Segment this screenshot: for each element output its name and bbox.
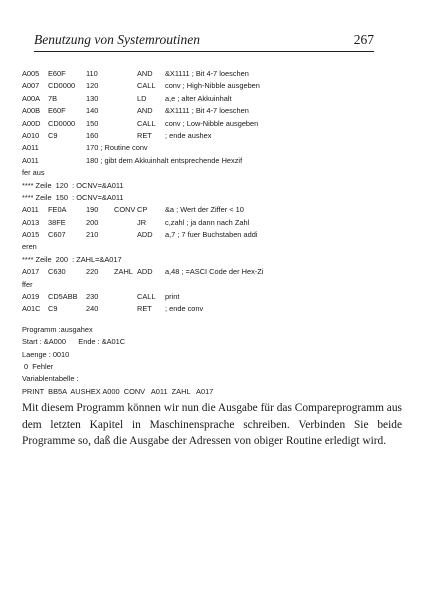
listing-line [22,229,402,241]
listing-line [22,204,402,216]
listing-hex: 38FE [48,217,66,227]
listing-hex: CD0000 [48,81,76,91]
listing-line-number: 130 [86,93,99,103]
listing-line-number: 230 [86,292,99,302]
listing-operand: ; ende conv [165,304,204,314]
listing-text: **** Zeile 150 : OCNV=&A011 [22,192,124,202]
listing-operand: a,e ; alter Akkuinhalt [165,93,232,103]
listing-line [22,241,402,253]
listing-line-number: 160 [86,130,99,140]
listing-label: CONV [114,205,136,215]
listing-hex: C9 [48,130,58,140]
listing-hex: C607 [48,230,66,240]
listing-line-number: 190 [86,205,99,215]
listing-line [22,93,402,105]
listing-line [22,167,402,179]
listing-line [22,68,402,80]
listing-text: **** Zeile 120 : OCNV=&A011 [22,180,124,190]
listing-address: A005 [22,69,40,78]
listing-operand: &a ; Wert der Ziffer < 10 [165,205,244,215]
listing-opcode: AND [137,106,153,116]
listing-address: A007 [22,81,40,91]
listing-hex: CD5ABB [48,292,78,302]
listing-address: A013 [22,217,40,227]
listing-line [22,130,402,142]
listing-hex: C9 [48,304,58,314]
summary-line [22,349,402,361]
listing-line-number: 170 ; Routine conv [86,143,148,153]
listing-line [22,142,402,154]
listing-hex: E60F [48,106,66,116]
listing-hex: E60F [48,69,66,78]
listing-opcode: AND [137,69,153,78]
listing-line [22,155,402,167]
listing-opcode: LD [137,93,147,103]
summary-text: Programm :ausgahex [22,324,93,334]
listing-address: A011 [22,205,39,215]
summary-line [22,373,402,385]
listing-operand: c,zahl ; ja dann nach Zahl [165,217,250,227]
listing-spacer [22,316,402,324]
listing-address: A00D [22,118,41,128]
listing-text: fer aus [22,168,45,178]
listing-line-number: 200 [86,217,99,227]
listing-operand: a,7 ; 7 fuer Buchstaben addi [165,230,258,240]
assembler-listing [22,68,402,398]
listing-address: A01C [22,304,41,314]
listing-line-number: 120 [86,81,99,91]
listing-address: A00A [22,93,41,103]
listing-operand: ; ende aushex [165,130,212,140]
listing-opcode: RET [137,130,152,140]
listing-address: A011 [22,143,39,153]
listing-opcode: CP [137,205,148,215]
summary-text: Variablentabelle : [22,374,79,384]
listing-opcode: CALL [137,118,156,128]
listing-line [22,80,402,92]
listing-hex: 7B [48,93,58,103]
listing-line-number: 180 ; gibt dem Akkuinhalt entsprechende Hexzif [86,155,243,165]
listing-address: A017 [22,267,40,277]
listing-line [22,192,402,204]
listing-line [22,217,402,229]
summary-text: Laenge : 0010 [22,349,70,359]
listing-label: ZAHL [114,267,133,277]
listing-opcode: JR [137,217,147,227]
listing-address: A019 [22,292,40,302]
listing-line-number: 150 [86,118,99,128]
listing-address: A00B [22,106,41,116]
listing-opcode: RET [137,304,152,314]
listing-operand: &X1111 ; Bit 4-7 loeschen [165,106,249,116]
chapter-title: Benutzung von Systemroutinen [34,32,200,47]
running-header [34,33,374,52]
listing-hex: FE0A [48,205,67,215]
listing-line [22,254,402,266]
listing-line-number: 220 [86,267,99,277]
listing-line [22,291,402,303]
listing-address: A010 [22,130,40,140]
summary-line [22,361,402,373]
listing-line-number: 140 [86,106,99,116]
page-number: 267 [353,32,374,47]
listing-line [22,279,402,291]
listing-opcode: CALL [137,81,156,91]
listing-text: ffer [22,279,33,289]
listing-text: eren [22,242,37,252]
listing-line-number: 240 [86,304,99,314]
summary-text: Start : &A000 Ende : &A01C [22,337,126,347]
listing-operand: conv ; Low-Nibble ausgeben [165,118,259,128]
listing-hex: C630 [48,267,66,277]
body-paragraph: Mit diesem Programm können wir nun die Ausgabe für das Compareprogramm aus dem letzten Kapitel in Maschinensprache schreiben. Verbinden Sie beide Programme so, daß die Ausgabe der Adressen von obiger Routine erledigt wird. [22,402,402,448]
listing-line-number: 110 [86,69,98,78]
listing-operand: print [165,292,180,302]
listing-opcode: CALL [137,292,156,302]
listing-hex: CD0000 [48,118,76,128]
listing-line-number: 210 [86,230,99,240]
listing-operand: a,48 ; =ASCI Code der Hex-Zi [165,267,264,277]
listing-opcode: ADD [137,267,153,277]
listing-line [22,105,402,117]
listing-line [22,180,402,192]
summary-line [22,336,402,348]
listing-line [22,118,402,130]
summary-text: 0 Fehler [22,361,54,371]
summary-text: PRINT BB5A AUSHEX A000 CONV A011 ZAHL A017 [22,386,214,396]
listing-operand: &X1111 ; Bit 4-7 loeschen [165,69,249,78]
listing-address: A015 [22,230,40,240]
summary-line [22,386,402,398]
listing-operand: conv ; High-Nibble ausgeben [165,81,260,91]
listing-text: **** Zeile 200 : ZAHL=&A017 [22,254,122,264]
listing-line [22,303,402,315]
summary-line [22,324,402,336]
listing-line [22,266,402,278]
listing-opcode: ADD [137,230,153,240]
listing-address: A011 [22,155,39,165]
